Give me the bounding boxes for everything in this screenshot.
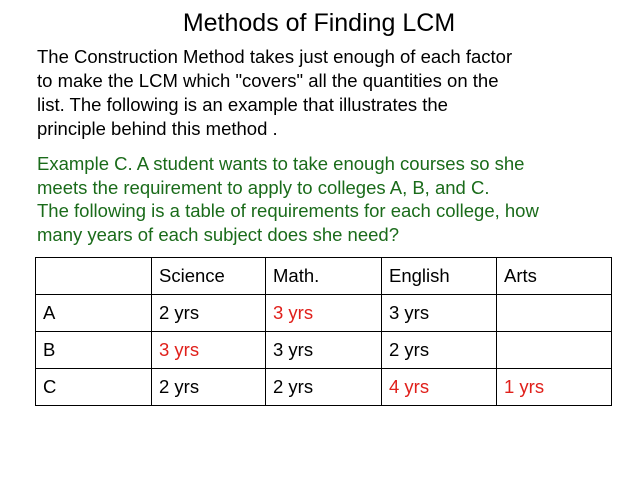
requirement-cell: 3 yrs bbox=[266, 332, 382, 369]
table-row bbox=[36, 369, 612, 406]
table-header-row bbox=[36, 258, 612, 295]
example-paragraph bbox=[37, 152, 632, 246]
header-cell-english: English bbox=[382, 258, 497, 295]
requirement-cell: 2 yrs bbox=[152, 369, 266, 406]
requirement-cell: 4 yrs bbox=[382, 369, 497, 406]
requirement-cell bbox=[497, 295, 612, 332]
requirement-cell: 1 yrs bbox=[497, 369, 612, 406]
requirement-cell: 2 yrs bbox=[152, 295, 266, 332]
requirement-cell: 3 yrs bbox=[382, 295, 497, 332]
header-cell-corner bbox=[36, 258, 152, 295]
intro-line: The Construction Method takes just enough of each factor bbox=[37, 46, 513, 67]
intro-line: principle behind this method . bbox=[37, 118, 278, 139]
requirement-cell bbox=[497, 332, 612, 369]
table-row bbox=[36, 332, 612, 369]
header-cell-math: Math. bbox=[266, 258, 382, 295]
requirement-cell: 3 yrs bbox=[152, 332, 266, 369]
slide-title: Methods of Finding LCM bbox=[182, 9, 456, 37]
intro-paragraph bbox=[37, 45, 627, 141]
requirement-cell: 2 yrs bbox=[382, 332, 497, 369]
example-line: meets the requirement to apply to colleges A, B, and C. bbox=[37, 176, 490, 198]
header-cell-science: Science bbox=[152, 258, 266, 295]
example-line: Example C. A student wants to take enough courses so she bbox=[37, 153, 525, 174]
requirements-table bbox=[35, 257, 612, 406]
table-row bbox=[36, 295, 612, 332]
college-cell: A bbox=[36, 295, 152, 332]
college-cell: C bbox=[36, 369, 152, 406]
example-line: many years of each subject does she need? bbox=[37, 223, 400, 245]
college-cell: B bbox=[36, 332, 152, 369]
intro-line: to make the LCM which "covers" all the quantities on the bbox=[37, 70, 499, 91]
requirement-cell: 2 yrs bbox=[266, 369, 382, 406]
example-line: The following is a table of requirements for each college, how bbox=[37, 200, 539, 221]
requirement-cell: 3 yrs bbox=[266, 295, 382, 332]
header-cell-arts: Arts bbox=[497, 258, 612, 295]
intro-line: list. The following is an example that illustrates the bbox=[37, 94, 448, 115]
